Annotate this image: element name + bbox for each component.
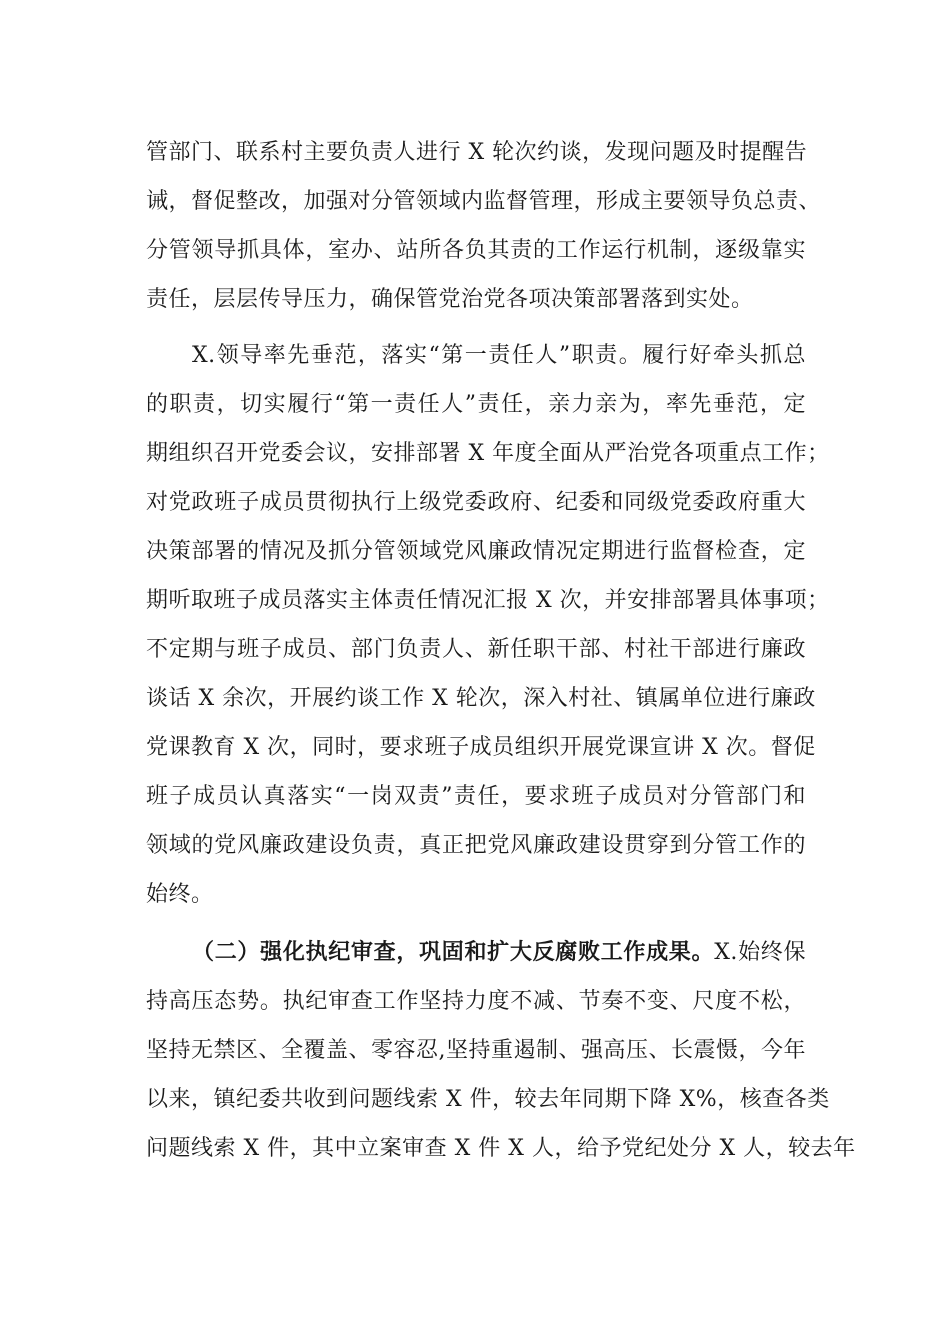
text-line: 始终。	[146, 882, 214, 907]
text-line: 决策部署的情况及抓分管领域党风廉政情况定期进行监督检查，定	[146, 539, 806, 564]
text-line: 坚持无禁区、全覆盖、零容忍,坚持重遏制、强高压、长震慑，今年	[146, 1038, 806, 1063]
text-line: 分管领导抓具体，室办、站所各负其责的工作运行机制，逐级靠实	[146, 238, 806, 263]
text-line: 诫，督促整改，加强对分管领域内监督管理，形成主要领导负总责、	[146, 189, 822, 214]
text-line: 责任，层层传导压力，确保管党治党各项决策部署落到实处。	[146, 287, 754, 312]
text-line: 以来，镇纪委共收到问题线索 X 件，较去年同期下降 X%，核查各类	[146, 1087, 830, 1112]
text-line: 谈话 X 余次，开展约谈工作 X 轮次，深入村社、镇属单位进行廉政	[146, 686, 816, 711]
text-line: 党课教育 X 次，同时，要求班子成员组织开展党课宣讲 X 次。督促	[146, 735, 816, 760]
text-line: X.领导率先垂范，落实“第一责任人”职责。履行好牵头抓总	[192, 343, 806, 368]
text-line: 对党政班子成员贯彻执行上级党委政府、纪委和同级党委政府重大	[146, 490, 806, 515]
section-heading: （二）强化执纪审查，巩固和扩大反腐败工作成果。	[192, 940, 715, 965]
text-line: 持高压态势。执纪审查工作坚持力度不减、节奏不变、尺度不松，	[146, 989, 806, 1014]
text-line: 期组织召开党委会议，安排部署 X 年度全面从严治党各项重点工作；	[146, 441, 830, 466]
text-line: 期听取班子成员落实主体责任情况汇报 X 次，并安排部署具体事项；	[146, 588, 830, 613]
text-line: 问题线索 X 件，其中立案审查 X 件 X 人，给予党纪处分 X 人，较去年	[146, 1136, 856, 1161]
text-line: 领域的党风廉政建设负责，真正把党风廉政建设贯穿到分管工作的	[146, 833, 806, 858]
text-line: 班子成员认真落实“一岗双责”责任，要求班子成员对分管部门和	[146, 784, 806, 809]
text-line: 不定期与班子成员、部门负责人、新任职干部、村社干部进行廉政	[146, 637, 806, 662]
heading-continuation: X.始终保	[714, 940, 806, 965]
text-line: 的职责，切实履行“第一责任人”责任，亲力亲为，率先垂范，定	[146, 392, 806, 417]
text-line: 管部门、联系村主要负责人进行 X 轮次约谈，发现问题及时提醒告	[146, 140, 808, 165]
text-line	[192, 933, 806, 973]
